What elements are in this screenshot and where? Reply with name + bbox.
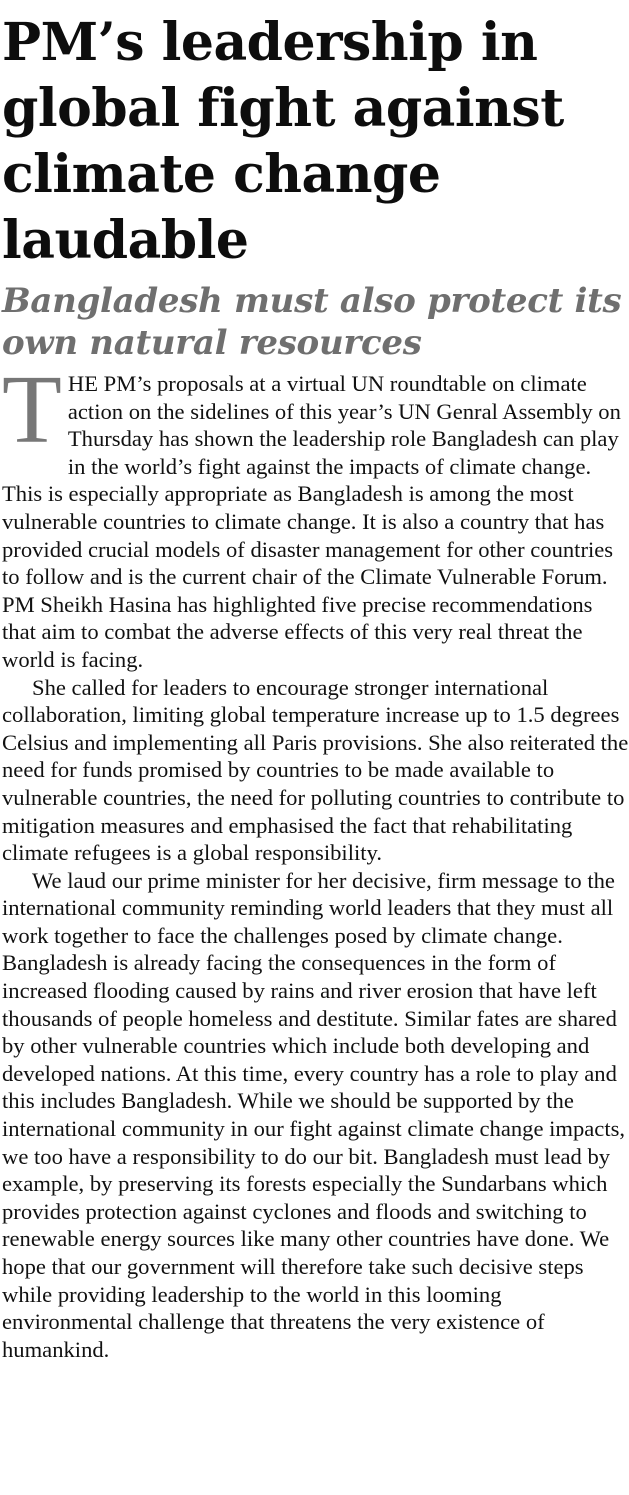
paragraph-1-text: HE PM’s proposals at a virtual UN roundtable on climate action on the sidelines of this year’s UN Genral Assembly on Thursday has shown the leadership role Bangladesh can play in the world’s fight against the impacts of climate change. This is especially appropriate as Bangladesh is among the most vulnerable countries to climate change. It is also a country that has provided crucial models of disaster management for other countries to follow and is the current chair of the Climate Vulnerable Forum. PM Sheikh Hasina has highlighted five precise recommendations that aim to combat the adverse effects of this very real threat the world is facing.	[2, 371, 621, 672]
paragraph-2: She called for leaders to encourage stronger international collaboration, limiting global temperature increase up to 1.5 degrees Celsius and implementing all Paris provisions. She also reiterated the need for funds promised by countries to be made available to vulnerable countries, the need for polluting countries to contribute to mitigation measures and emphasised the fact that rehabilitating climate refugees is a global responsibility.	[2, 674, 629, 866]
article-body	[2, 356, 629, 1363]
paragraph-1	[2, 356, 629, 674]
editorial-article	[2, 10, 629, 1363]
headline: PM’s leadership in global fight against climate change laudable	[2, 12, 564, 271]
standfirst: Bangladesh must also protect its own natural resources	[2, 281, 622, 363]
drop-cap: T	[2, 356, 62, 464]
paragraph-3: We laud our prime minister for her decisive, firm message to the international community reminding world leaders that they must all work together to face the challenges posed by climate change. Bangladesh is already facing the consequences in the form of increased flooding caused by rains and river erosion that have left thousands of people homeless and destitute. Similar fates are shared by other vulnerable countries which include both developing and developed nations. At this time, every country has a role to play and this includes Bangladesh. While we should be supported by the international community in our fight against climate change impacts, we too have a responsibility to do our bit. Bangladesh must lead by example, by preserving its forests especially the Sundarbans which provides protection against cyclones and floods and switching to renewable energy sources like many other countries have done. We hope that our government will therefore take such decisive steps while providing leadership to the world in this looming environmental challenge that threatens the very existence of humankind.	[2, 867, 626, 1362]
